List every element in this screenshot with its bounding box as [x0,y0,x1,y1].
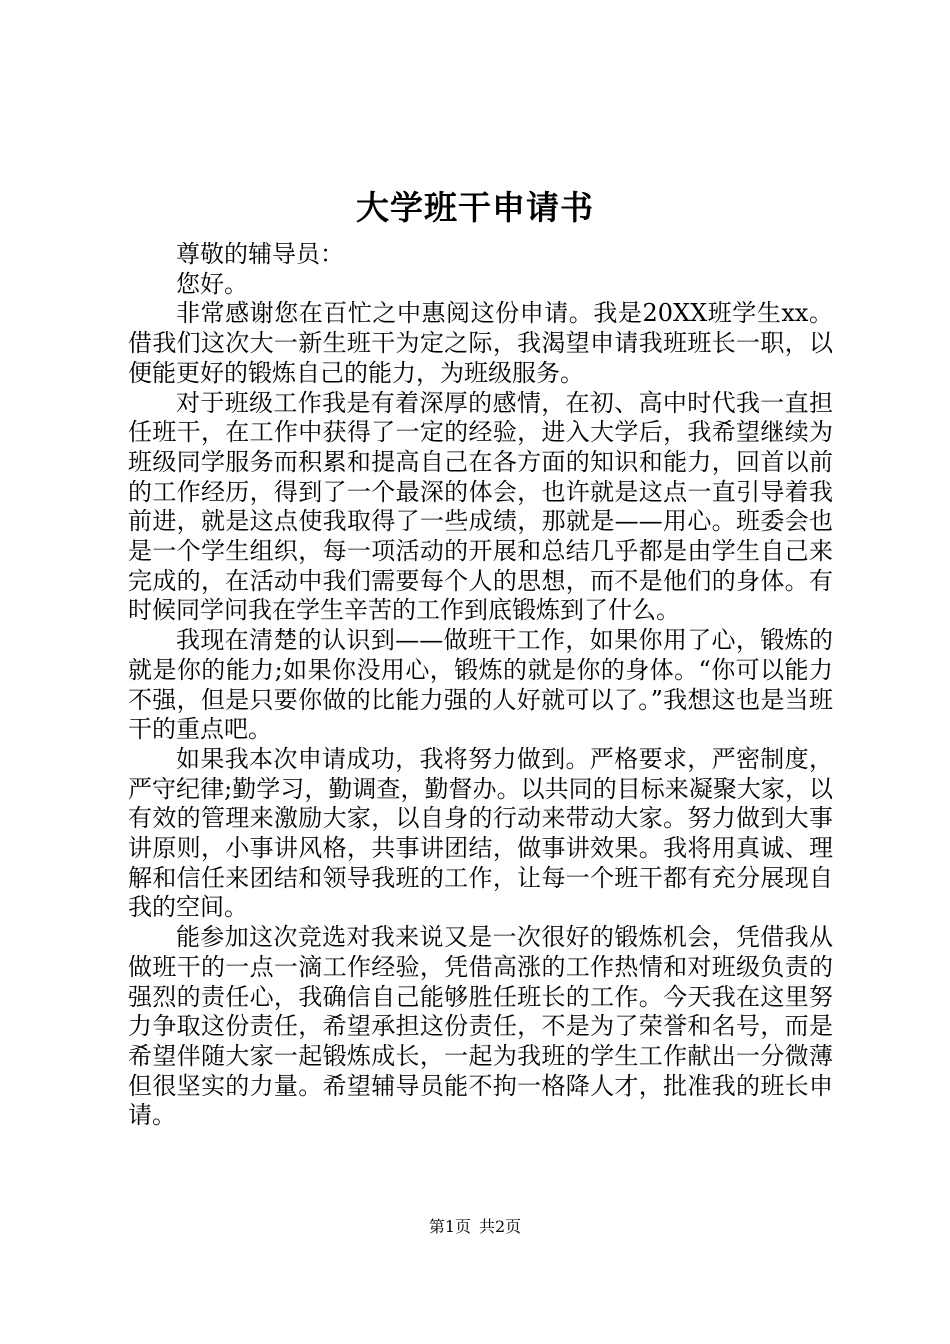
paragraph-commitment: 如果我本次申请成功，我将努力做到。严格要求，严密制度，严守纪律;勤学习，勤调查，勤督办。以共同的目标来凝聚大家，以有效的管理来激励大家，以自身的行动来带动大家。努力做到大事讲原则，小事讲风格，共事讲团结，做事讲效果。我将用真诚、理解和信任来团结和领导我班的工作，让每一个班干都有充分展现自我的空间。 [128,744,833,922]
document-body [128,240,833,1131]
page-number: 第1页 [428,1217,471,1236]
page-title: 大学班干申请书 [356,188,594,227]
page-footer [0,1216,950,1238]
greeting: 您好。 [176,269,248,298]
paragraph-closing: 能参加这次竞选对我来说又是一次很好的锻炼机会，凭借我从做班干的一点一滴工作经验，凭借高涨的工作热情和对班级负责的强烈的责任心，我确信自己能够胜任班长的工作。今天我在这里努力争取这份责任，希望承担这份责任，不是为了荣誉和名号，而是希望伴随大家一起锻炼成长，一起为我班的学生工作献出一分微薄但很坚实的力量。希望辅导员能不拘一格降人才，批准我的班长申请。 [128,923,833,1130]
page-total: 共2页 [479,1217,522,1236]
paragraph-understanding: 我现在清楚的认识到——做班干工作，如果你用了心，锻炼的就是你的能力;如果你没用心，锻炼的就是你的身体。“你可以能力不强，但是只要你做的比能力强的人好就可以了。”我想这也是当班干的重点吧。 [128,626,833,744]
paragraph-intro: 非常感谢您在百忙之中惠阅这份申请。我是20XX班学生xx。借我们这次大一新生班干为定之际，我渴望申请我班班长一职，以便能更好的锻炼自己的能力，为班级服务。 [128,299,833,387]
salutation: 尊敬的辅导员： [176,240,344,268]
paragraph-experience: 对于班级工作我是有着深厚的感情，在初、高中时代我一直担任班干，在工作中获得了一定的经验，进入大学后，我希望继续为班级同学服务而积累和提高自己在各方面的知识和能力，回首以前的工作经历，得到了一个最深的体会，也许就是这点一直引导着我前进，就是这点使我取得了一些成绩，那就是——用心。班委会也是一个学生组织，每一项活动的开展和总结几乎都是由学生自己来完成的，在活动中我们需要每个人的思想，而不是他们的身体。有时候同学问我在学生辛苦的工作到底锻炼到了什么。 [128,388,833,625]
